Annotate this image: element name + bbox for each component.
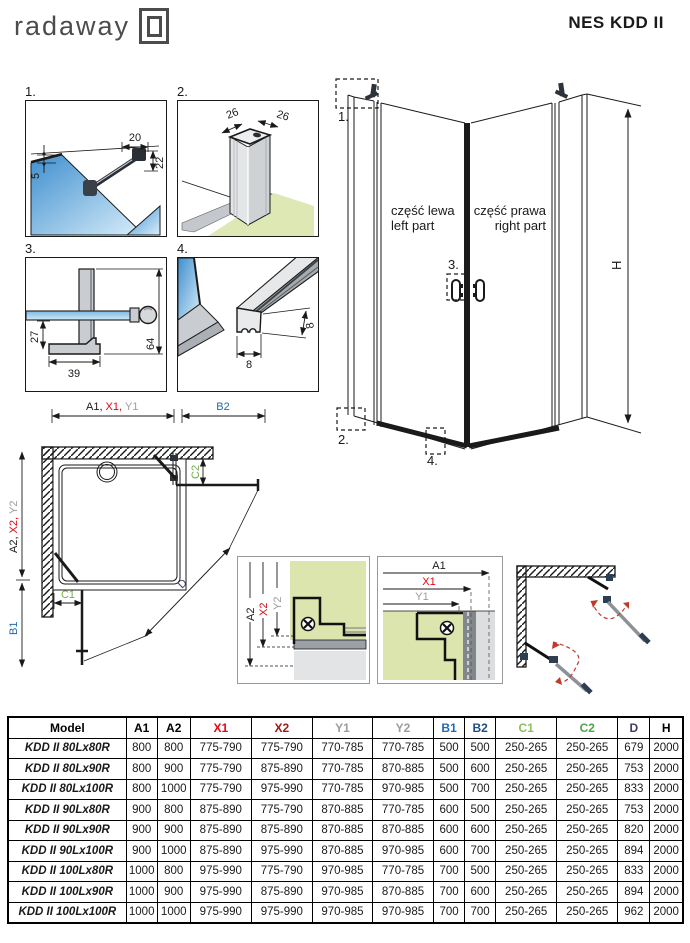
value-cell: 970-985 [372,902,433,923]
value-cell: 2000 [650,759,683,780]
dim-39: 39 [67,368,81,380]
model-cell: KDD II 80Lx80R [8,738,126,759]
value-cell: 500 [434,759,465,780]
value-cell: 870-885 [372,882,433,903]
value-cell: 800 [126,759,157,780]
value-cell: 900 [126,820,157,841]
value-cell: 875-890 [190,820,251,841]
value-cell: 894 [618,882,650,903]
door-swing-figure [508,548,680,700]
detail-3-drawing [26,258,166,391]
detail-3-number: 3. [25,241,36,256]
value-cell: 250-265 [557,882,618,903]
value-cell: 975-990 [251,779,312,800]
value-cell: 250-265 [496,861,557,882]
model-cell: KDD II 100Lx80R [8,861,126,882]
wdl-a2: A2 [245,607,257,621]
value-cell: 500 [434,738,465,759]
value-cell: 870-885 [312,820,372,841]
table-row [8,820,683,841]
value-cell: 600 [434,820,465,841]
wdl-x2: X2 [258,602,270,616]
wall-top [517,566,615,577]
value-cell: 250-265 [557,820,618,841]
dim-20: 20 [128,132,142,144]
plan-c1-label: C1 [60,589,76,601]
detail-figure-1 [25,100,167,237]
value-cell: 2000 [650,779,683,800]
value-cell: 250-265 [496,800,557,821]
value-cell: 1000 [157,902,190,923]
value-cell: 700 [434,902,465,923]
glass-section [26,311,132,320]
right-part-label-pl: część prawa [473,203,546,218]
value-cell: 875-890 [190,800,251,821]
value-cell: 970-985 [312,902,372,923]
value-cell: 600 [465,882,496,903]
col-header-b2: B2 [465,717,496,738]
model-cell: KDD II 80Lx90R [8,759,126,780]
value-cell: 870-885 [372,820,433,841]
table-row [8,841,683,862]
detail-figure-2 [177,100,319,237]
value-cell: 900 [157,820,190,841]
value-cell: 250-265 [557,779,618,800]
spec-table-head [8,717,683,738]
value-cell: 250-265 [557,800,618,821]
right-part-label-en: right part [494,218,546,233]
wdl-y2: Y2 [272,596,284,610]
wall-detail-right [377,556,503,684]
value-cell: 875-890 [251,882,312,903]
detail-figure-4 [177,257,319,392]
col-header-b1: B1 [434,717,465,738]
value-cell: 250-265 [557,902,618,923]
value-cell: 2000 [650,820,683,841]
corner-profile-left-face [230,137,248,225]
value-cell: 2000 [650,841,683,862]
value-cell: 700 [465,779,496,800]
callout-4: 4. [427,453,438,467]
value-cell: 250-265 [557,759,618,780]
value-cell: 770-785 [372,738,433,759]
value-cell: 2000 [650,861,683,882]
height-dim-label: H [609,260,624,270]
callout-1: 1. [338,109,349,124]
value-cell: 250-265 [496,779,557,800]
dim-26-right: 26 [275,108,291,124]
col-header-c2: C2 [557,717,618,738]
value-cell: 970-985 [372,841,433,862]
value-cell: 775-790 [190,779,251,800]
value-cell: 500 [434,779,465,800]
value-cell: 875-890 [251,759,312,780]
model-cell: KDD II 90Lx80R [8,800,126,821]
value-cell: 753 [618,800,650,821]
wall-left [42,447,53,617]
value-cell: 770-785 [372,861,433,882]
value-cell: 975-990 [251,841,312,862]
value-cell: 1000 [157,841,190,862]
value-cell: 250-265 [496,759,557,780]
col-header-a1: A1 [126,717,157,738]
plan-b1-label: B1 [8,621,20,635]
value-cell: 600 [434,800,465,821]
col-header-y1: Y1 [312,717,372,738]
value-cell: 600 [465,759,496,780]
bar-clamp [83,180,97,196]
table-row [8,779,683,800]
value-cell: 2000 [650,882,683,903]
value-cell: 975-990 [190,882,251,903]
value-cell: 700 [465,841,496,862]
table-row [8,861,683,882]
table-row [8,800,683,821]
table-row [8,882,683,903]
dim-64: 64 [145,337,157,350]
left-part-label-pl: część lewa [391,203,455,218]
value-cell: 700 [465,902,496,923]
value-cell: 833 [618,779,650,800]
value-cell: 250-265 [496,882,557,903]
dim-5: 5 [30,172,42,179]
model-cell: KDD II 90Lx90R [8,820,126,841]
value-cell: 770-785 [312,759,372,780]
value-cell: 770-785 [372,800,433,821]
plan-left-dim: A2,X2,Y2 [8,500,20,553]
shower-tray [53,459,186,590]
page-title: NES KDD II [568,13,664,32]
value-cell: 870-885 [312,841,372,862]
value-cell: 753 [618,759,650,780]
value-cell: 900 [157,882,190,903]
value-cell: 870-885 [372,759,433,780]
ceiling-bracket-icon [365,83,568,101]
wall-top [42,447,213,459]
corner-profile-right-face [248,135,270,225]
col-header-x2: X2 [251,717,312,738]
spec-table [7,716,684,924]
interior-green [383,611,463,680]
value-cell: 1000 [126,882,157,903]
wdr-a1: A1 [432,560,446,572]
value-cell: 833 [618,861,650,882]
value-cell: 900 [157,759,190,780]
detail-4-drawing [178,258,318,391]
left-part-label-en: left part [391,218,435,233]
col-header-model: Model [8,717,126,738]
col-header-a2: A2 [157,717,190,738]
value-cell: 2000 [650,738,683,759]
wall-detail-left [237,556,370,684]
value-cell: 875-890 [251,820,312,841]
value-cell: 679 [618,738,650,759]
floor-bracket [49,338,100,354]
table-row [8,902,683,923]
value-cell: 2000 [650,902,683,923]
value-cell: 800 [157,861,190,882]
value-cell: 975-990 [190,902,251,923]
table-row [8,759,683,780]
detail-figure-3 [25,257,167,392]
dim-26-left: 26 [224,106,241,122]
detail-2-drawing [178,101,318,236]
value-cell: 500 [465,861,496,882]
wdr-y1: Y1 [415,591,429,603]
spec-table-body [8,738,683,923]
col-header-y2: Y2 [372,717,433,738]
value-cell: 500 [465,738,496,759]
col-header-d: D [618,717,650,738]
wall-left [517,566,526,667]
value-cell: 962 [618,902,650,923]
value-cell: 800 [157,738,190,759]
value-cell: 700 [434,861,465,882]
threshold-side-face [248,258,318,315]
value-cell: 500 [465,800,496,821]
left-door-open [76,590,88,665]
model-cell: KDD II 90Lx100R [8,841,126,862]
dim-8-right: 8 [304,321,317,330]
value-cell: 900 [126,800,157,821]
value-cell: 1000 [157,779,190,800]
value-cell: 250-265 [557,861,618,882]
col-header-h: H [650,717,683,738]
value-cell: 775-790 [190,759,251,780]
detail-1-drawing [26,101,166,236]
plan-b2-label: B2 [216,401,230,413]
threshold-end-face [237,308,261,332]
value-cell: 250-265 [496,841,557,862]
value-cell: 875-890 [190,841,251,862]
wall-anchor [132,148,146,161]
value-cell: 250-265 [496,820,557,841]
value-cell: 970-985 [372,779,433,800]
value-cell: 800 [157,800,190,821]
brand-logo [14,8,169,44]
value-cell: 250-265 [557,841,618,862]
value-cell: 970-985 [312,861,372,882]
value-cell: 250-265 [496,902,557,923]
value-cell: 700 [434,882,465,903]
value-cell: 250-265 [557,738,618,759]
support-bar [91,157,138,188]
value-cell: 970-985 [312,882,372,903]
dim-8-bottom: 8 [245,359,253,371]
knob [140,307,157,324]
detail-4-number: 4. [177,241,188,256]
value-cell: 600 [465,820,496,841]
value-cell: 900 [126,841,157,862]
threshold-top-face [237,258,318,315]
value-cell: 775-790 [190,738,251,759]
value-cell: 975-990 [251,902,312,923]
dim-22: 22 [154,156,166,169]
value-cell: 820 [618,820,650,841]
value-cell: 800 [126,738,157,759]
value-cell: 775-790 [251,738,312,759]
value-cell: 770-785 [312,779,372,800]
dim-27: 27 [29,330,41,343]
value-cell: 775-790 [251,861,312,882]
value-cell: 1000 [126,861,157,882]
value-cell: 250-265 [496,738,557,759]
col-header-c1: C1 [496,717,557,738]
value-cell: 975-990 [190,861,251,882]
brand-square-icon [139,8,169,44]
plan-top-dim: A1, X1, Y1 [86,401,139,413]
right-door-open [176,479,258,491]
col-header-x1: X1 [190,717,251,738]
value-cell: 2000 [650,800,683,821]
left-door-fixed [525,643,550,659]
model-cell: KDD II 100Lx90R [8,882,126,903]
callout-3: 3. [448,257,459,272]
callout-2: 2. [338,432,349,447]
brand-wordmark: radaway [14,10,131,41]
right-door-fixed [588,577,608,589]
value-cell: 770-785 [312,738,372,759]
plan-d-label: D [175,577,190,592]
wdr-x1: X1 [422,576,436,588]
value-cell: 1000 [126,902,157,923]
value-cell: 600 [434,841,465,862]
detail-1-number: 1. [25,84,36,99]
detail-2-number: 2. [177,84,188,99]
plan-c2-label: C2 [190,464,202,479]
value-cell: 870-885 [312,800,372,821]
table-row [8,738,683,759]
value-cell: 800 [126,779,157,800]
model-cell: KDD II 100Lx100R [8,902,126,923]
value-cell: 894 [618,841,650,862]
value-cell: 775-790 [251,800,312,821]
model-cell: KDD II 80Lx100R [8,779,126,800]
elevation-figure [330,75,662,467]
